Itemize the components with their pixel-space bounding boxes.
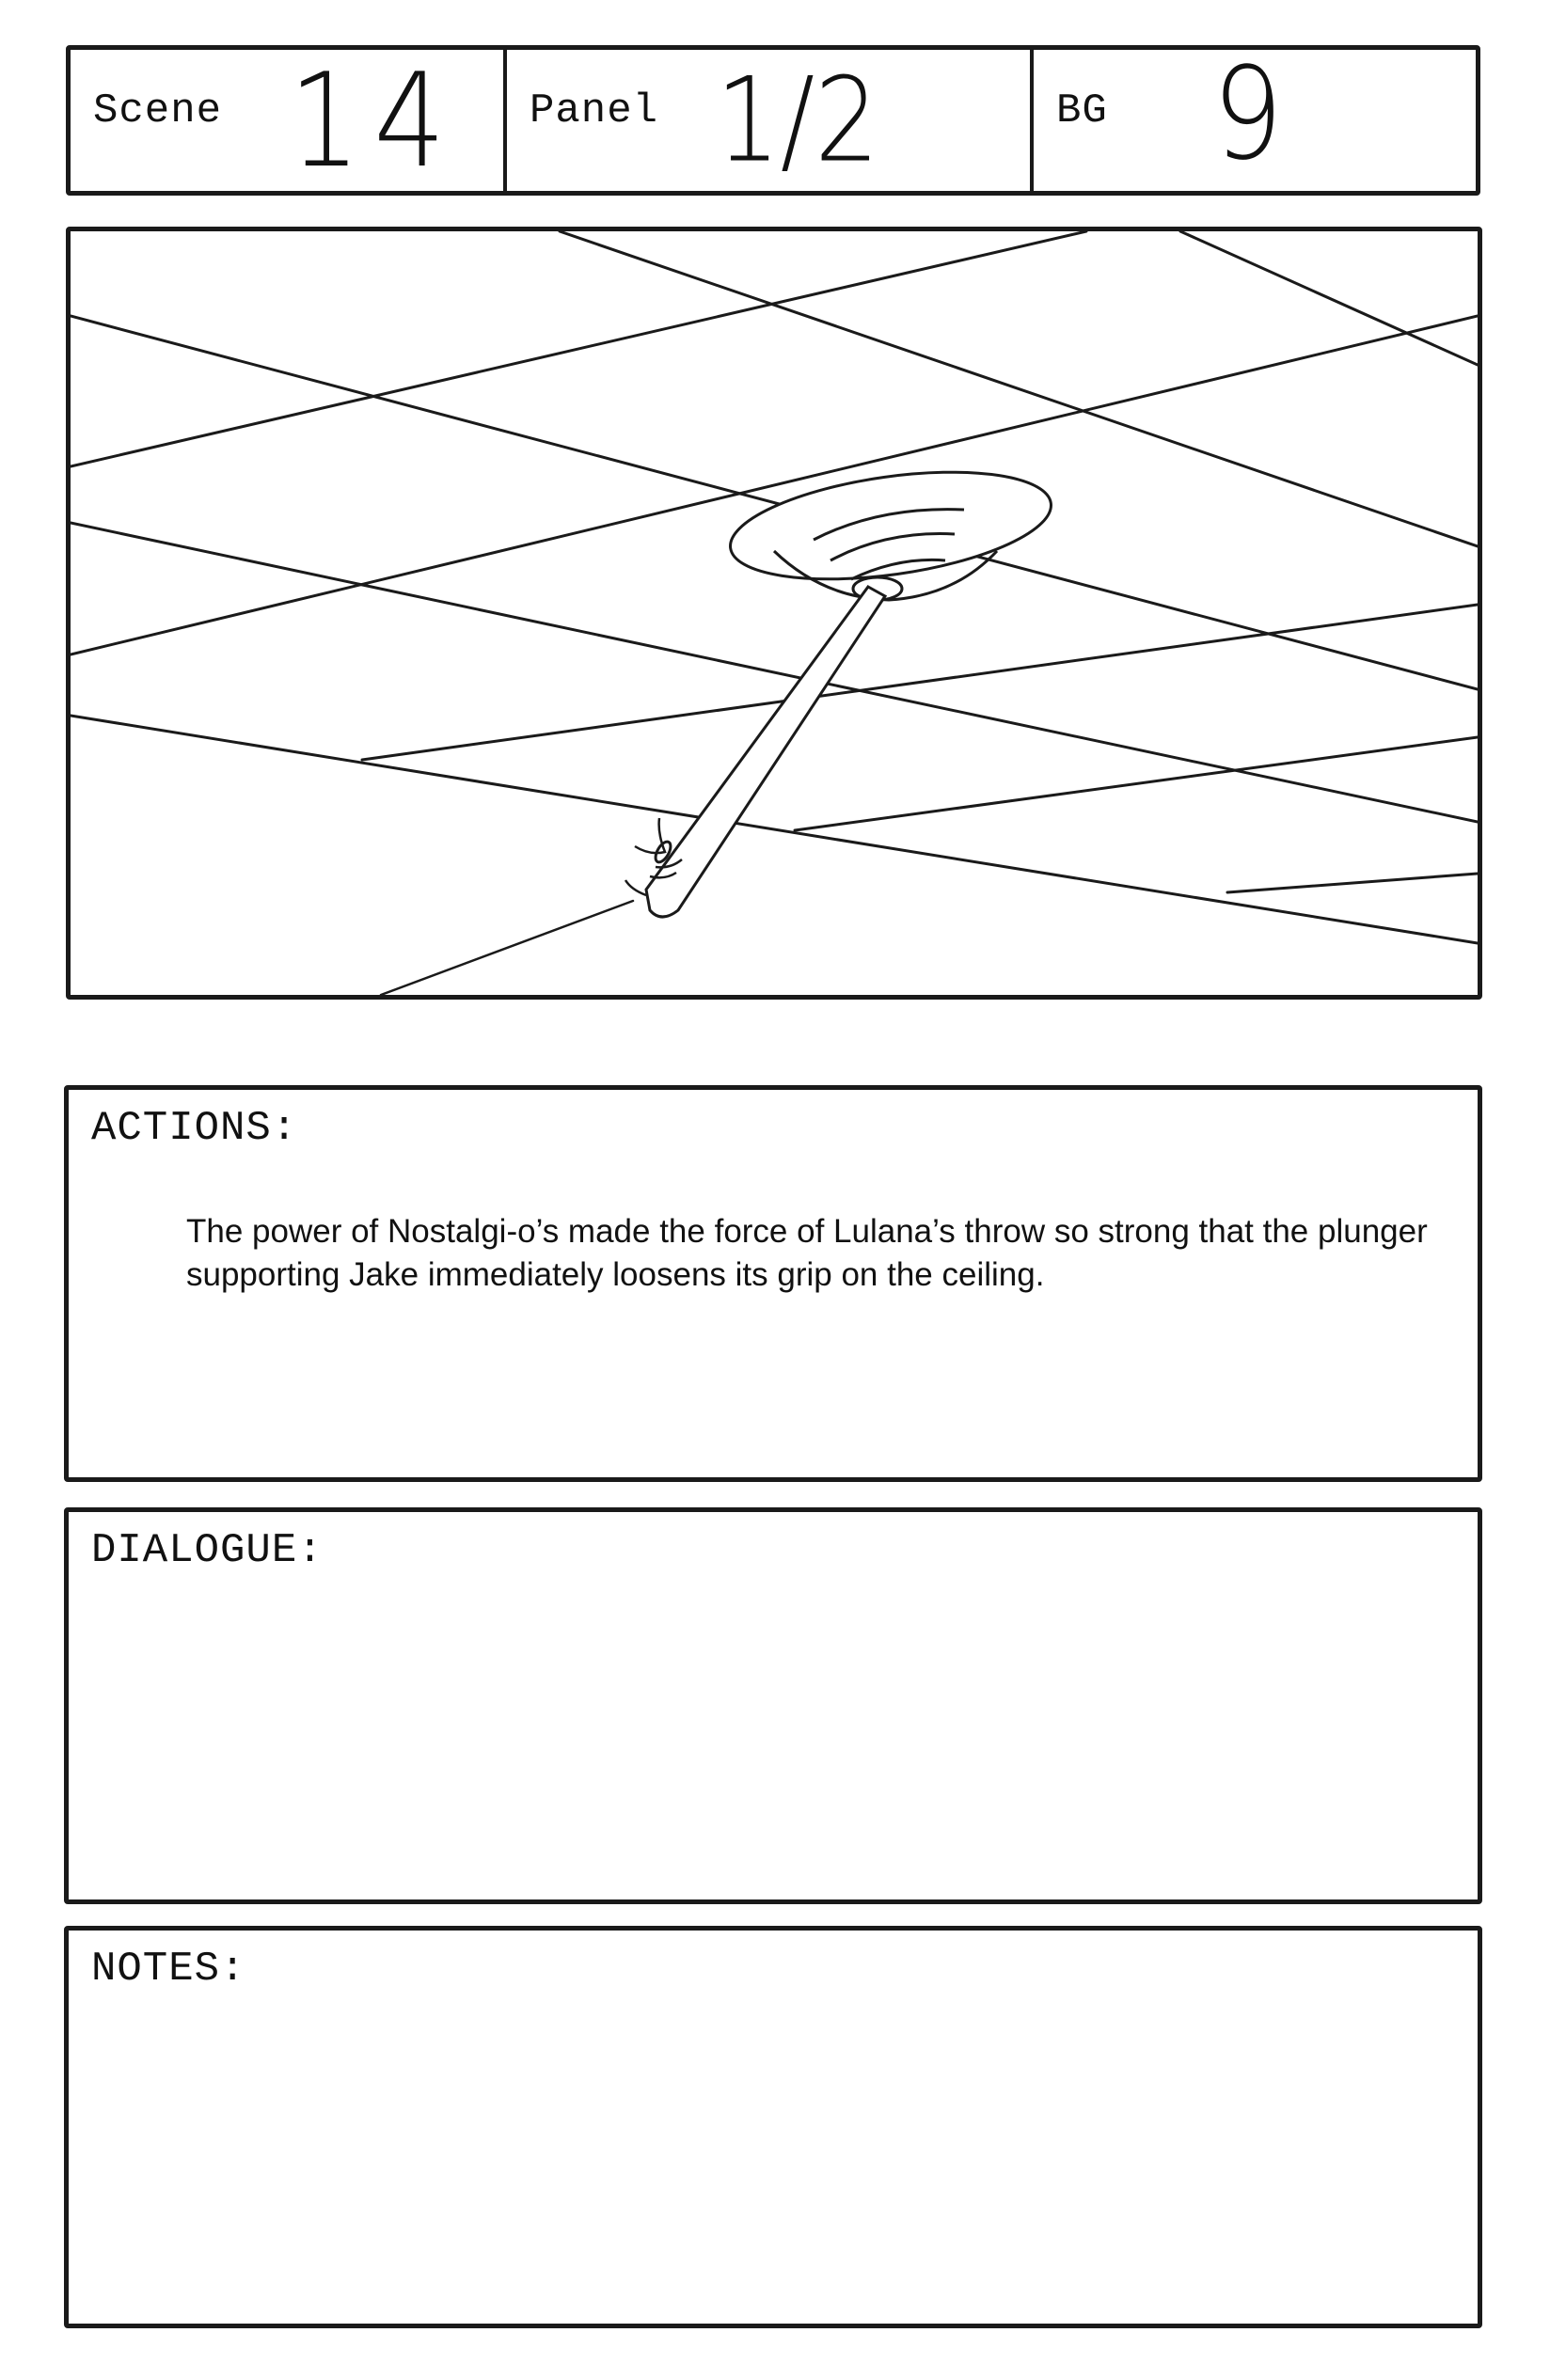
dialogue-section: [64, 1507, 1482, 1904]
ceiling-grid: [71, 231, 1478, 995]
ceiling-plunger-sketch: [71, 231, 1478, 995]
scene-cell: [71, 46, 503, 197]
actions-text: The power of Nostalgi-o’s made the force of Lulana’s throw so strong that the plunger supporting Jake immediately loosens its grip on the ceiling.: [186, 1213, 1428, 1293]
panel-cell: [503, 50, 1030, 191]
notes-label: NOTES:: [91, 1946, 246, 1993]
bg-label: BG: [1056, 87, 1108, 134]
bg-cell: [1030, 39, 1476, 191]
plunger-handle: [625, 587, 885, 917]
plunger-cup: [723, 455, 1057, 600]
scene-label: Scene: [93, 87, 223, 134]
scene-header: [66, 39, 1480, 197]
panel-number: 1/2: [716, 53, 879, 189]
bg-number: 9: [1212, 39, 1284, 189]
scene-number: 14: [289, 46, 459, 197]
storyboard-drawing: [66, 227, 1482, 1000]
notes-section: [64, 1926, 1482, 2328]
panel-label: Panel: [530, 87, 659, 134]
actions-label: ACTIONS:: [91, 1105, 298, 1152]
actions-section: [64, 1085, 1482, 1482]
dialogue-label: DIALOGUE:: [91, 1527, 324, 1574]
